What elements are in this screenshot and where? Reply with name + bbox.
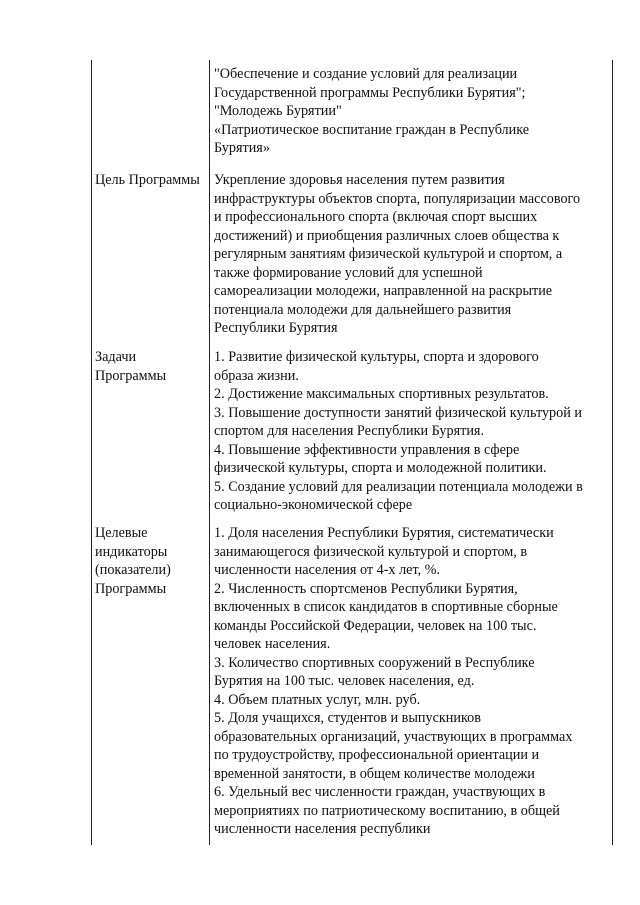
text-line: 4. Объем платных услуг, млн. руб. [214, 691, 421, 708]
text-line: численности населения от 4-х лет, %. [214, 562, 441, 578]
text-line: инфраструктуры объектов спорта, популяризации массового [214, 190, 581, 207]
text-line: человек населения. [214, 636, 331, 652]
text-line: достижений) и приобщения различных слоев общества к [214, 227, 560, 244]
row-label-indicators: Целевые индикаторы (показатели) Программы [95, 525, 171, 597]
text-line: Республики Бурятия [214, 320, 338, 336]
text-line: 3. Количество спортивных сооружений в Республике [214, 654, 535, 671]
text-line: Бурятия на 100 тыс. человек населения, ед. [214, 673, 475, 689]
text-line: 5. Доля учащихся, студентов и выпускников [214, 710, 481, 726]
text-line: 2. Достижение максимальных спортивных результатов. [214, 386, 549, 402]
text-line: спортом для населения Республики Бурятия. [214, 423, 485, 439]
text-line: временной занятости, в общем количестве молодежи [214, 765, 535, 782]
text-line: Укрепление здоровья населения путем развития [214, 172, 505, 188]
row-label-goal: Цель Программы [95, 172, 200, 188]
text-line: Бурятия» [214, 140, 270, 156]
text-line: по трудоустройству, профессиональной ориентации и [214, 747, 540, 763]
text-line: самореализации молодежи, направленной на раскрытие [214, 283, 553, 299]
text-line: 6. Удельный вес численности граждан, участвующих в [214, 784, 546, 800]
text-line: Государственной программы Республики Бурятия"; [214, 84, 526, 101]
text-line: численности населения республики [214, 821, 431, 837]
text-line: команды Российской Федерации, человек на 100 тыс. [214, 617, 537, 634]
row-label-tasks: Задачи Программы [95, 349, 167, 384]
text-line: также формирование условий для успешной [214, 264, 483, 281]
text-line: физической культуры, спорта и молодежной политики. [214, 460, 547, 476]
text-line: 5. Создание условий для реализации потенциала молодежи в [214, 478, 583, 495]
text-line: занимающегося физической культурой и спортом, в [214, 543, 528, 560]
text-line: 3. Повышение доступности занятий физической культурой и [214, 404, 582, 421]
table-left-border [91, 60, 92, 845]
row-content-tasks [214, 348, 612, 515]
table-right-border [612, 60, 613, 845]
text-line: регулярным занятиям физической культурой и спортом, а [214, 246, 563, 262]
row-content-goal [214, 171, 612, 338]
text-line: образа жизни. [214, 367, 299, 384]
text-line: 1. Доля населения Республики Бурятия, систематически [214, 525, 554, 541]
text-line: включенных в список кандидатов в спортивные сборные [214, 599, 558, 615]
row-content [214, 65, 612, 158]
text-line: 1. Развитие физической культуры, спорта и здорового [214, 349, 539, 365]
text-line: 2. Численность спортсменов Республики Бурятия, [214, 580, 518, 597]
row-content-indicators [214, 524, 612, 839]
text-line: "Обеспечение и создание условий для реализации [214, 66, 518, 82]
text-line: и профессионального спорта (включая спорт высших [214, 209, 538, 225]
text-line: "Молодежь Бурятии" [214, 103, 342, 119]
table-column-divider [209, 60, 210, 845]
text-line: образовательных организаций, участвующих в программах [214, 728, 573, 745]
text-line: «Патриотическое воспитание граждан в Республике [214, 121, 530, 138]
text-line: потенциала молодежи для дальнейшего развития [214, 301, 512, 318]
text-line: социально-экономической сфере [214, 497, 413, 513]
text-line: 4. Повышение эффективности управления в сфере [214, 441, 520, 458]
text-line: мероприятиях по патриотическому воспитанию, в общей [214, 802, 560, 819]
